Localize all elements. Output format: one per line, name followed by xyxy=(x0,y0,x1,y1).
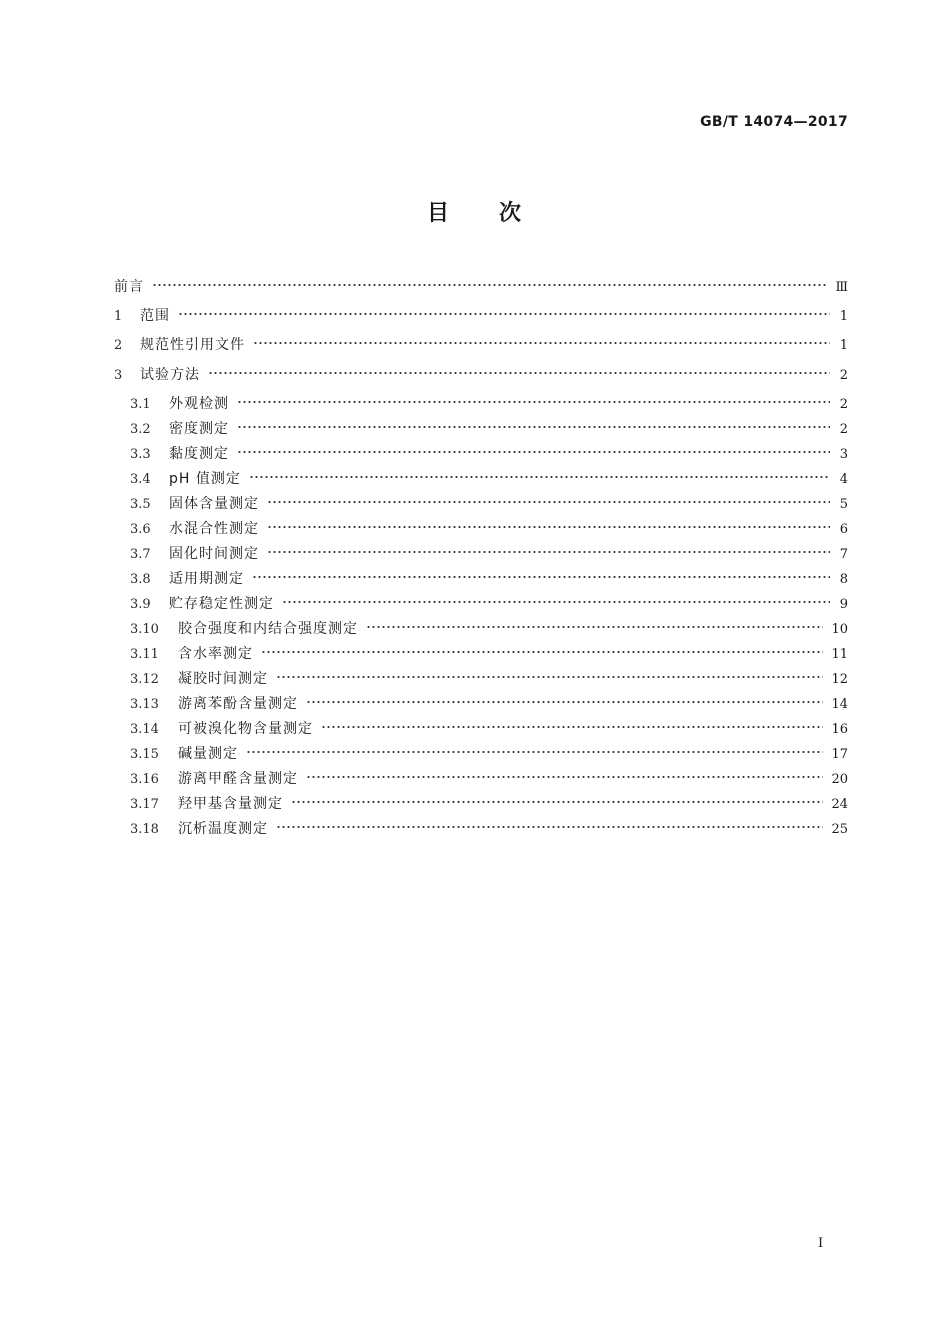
toc-leader-dots xyxy=(321,719,823,735)
toc-leader-dots xyxy=(291,794,823,810)
toc-entry-label: 固体含量测定 xyxy=(169,496,259,512)
toc-entry-page: Ⅲ xyxy=(835,280,848,295)
toc-entry-number: 3.17 xyxy=(130,797,159,812)
toc-entry[interactable] xyxy=(130,567,848,587)
toc-entry-page: 2 xyxy=(839,368,848,383)
toc-entry[interactable] xyxy=(130,792,848,812)
toc-entry-page: 24 xyxy=(831,797,848,812)
toc-entry-label: pH 值测定 xyxy=(169,471,241,487)
toc-entry-label: 固化时间测定 xyxy=(169,546,259,562)
toc-entry[interactable] xyxy=(130,817,848,837)
toc-entry-page: 9 xyxy=(839,597,848,612)
toc-entry-label: 贮存稳定性测定 xyxy=(169,596,274,612)
toc-entry[interactable] xyxy=(130,642,848,662)
toc-entry[interactable] xyxy=(130,442,848,462)
toc-entry[interactable] xyxy=(130,742,848,762)
toc-entry-number: 3.18 xyxy=(130,822,159,837)
toc-entry-page: 7 xyxy=(839,547,848,562)
toc-leader-dots xyxy=(276,669,823,685)
toc-entry-number: 3.7 xyxy=(130,547,151,562)
toc-leader-dots xyxy=(276,819,823,835)
toc-entry-number: 3.9 xyxy=(130,597,151,612)
toc-entry-number: 3.14 xyxy=(130,722,159,737)
toc-entry[interactable] xyxy=(130,517,848,537)
toc-entry-page: 1 xyxy=(839,309,848,324)
footer-page-number: I xyxy=(818,1236,824,1251)
toc-entry-number: 1 xyxy=(114,309,123,324)
toc-entry[interactable] xyxy=(114,275,848,295)
toc-entry-page: 2 xyxy=(839,397,848,412)
toc-entry[interactable] xyxy=(130,542,848,562)
toc-entry[interactable] xyxy=(130,617,848,637)
toc-entry[interactable] xyxy=(130,492,848,512)
toc-entry-number: 3.16 xyxy=(130,772,159,787)
toc-leader-dots xyxy=(366,619,823,635)
toc-entry-label: 规范性引用文件 xyxy=(140,337,245,353)
toc-entry-label: 碱量测定 xyxy=(178,746,238,762)
toc-entry-page: 3 xyxy=(839,447,848,462)
toc-entry-number: 3.4 xyxy=(130,472,151,487)
toc-entry-label: 沉析温度测定 xyxy=(178,821,268,837)
toc-entry[interactable] xyxy=(130,467,848,487)
toc-entry-page: 12 xyxy=(831,672,848,687)
toc-entry-number: 3.6 xyxy=(130,522,151,537)
toc-entry-page: 25 xyxy=(831,822,848,837)
toc-entry-label: 试验方法 xyxy=(140,367,200,383)
toc-entry-label: 密度测定 xyxy=(169,421,229,437)
toc-leader-dots xyxy=(252,569,830,585)
toc-entry-label: 前言 xyxy=(114,279,144,295)
toc-entry-page: 11 xyxy=(831,647,848,662)
toc-entry-page: 14 xyxy=(831,697,848,712)
toc-entry-label: 外观检测 xyxy=(169,396,229,412)
toc-entry-page: 6 xyxy=(839,522,848,537)
toc-entry-page: 4 xyxy=(839,472,848,487)
toc-entry-number: 3.3 xyxy=(130,447,151,462)
toc-entry-number: 3.13 xyxy=(130,697,159,712)
toc-entry[interactable] xyxy=(114,333,848,353)
standard-number: GB/T 14074—2017 xyxy=(700,114,848,130)
toc-entry-label: 可被溴化物含量测定 xyxy=(178,721,313,737)
toc-entry-label: 水混合性测定 xyxy=(169,521,259,537)
toc-leader-dots xyxy=(249,469,830,485)
toc-entry[interactable] xyxy=(130,392,848,412)
toc-entry-page: 8 xyxy=(839,572,848,587)
toc-entry[interactable] xyxy=(130,667,848,687)
toc-entry-number: 3.5 xyxy=(130,497,151,512)
toc-entry-label: 范围 xyxy=(140,308,170,324)
toc-leader-dots xyxy=(246,744,823,760)
toc-entry-number: 3.12 xyxy=(130,672,159,687)
toc-entry-page: 20 xyxy=(831,772,848,787)
toc-entry-number: 3 xyxy=(114,368,123,383)
toc-entry-page: 1 xyxy=(839,338,848,353)
toc-entry-number: 2 xyxy=(114,338,123,353)
toc-entry-label: 凝胶时间测定 xyxy=(178,671,268,687)
toc-entry[interactable] xyxy=(130,717,848,737)
toc-leader-dots xyxy=(237,419,830,435)
toc-leader-dots xyxy=(253,335,830,351)
toc-leader-dots xyxy=(267,519,830,535)
toc-entry-number: 3.1 xyxy=(130,397,151,412)
toc-entry-label: 游离苯酚含量测定 xyxy=(178,696,298,712)
toc-entry-label: 胶合强度和内结合强度测定 xyxy=(178,621,358,637)
toc-leader-dots xyxy=(152,277,827,293)
toc-entry-page: 2 xyxy=(839,422,848,437)
toc-entry-label: 游离甲醛含量测定 xyxy=(178,771,298,787)
toc-leader-dots xyxy=(178,306,830,322)
toc-entry-number: 3.10 xyxy=(130,622,159,637)
toc-entry-page: 16 xyxy=(831,722,848,737)
toc-leader-dots xyxy=(306,694,823,710)
toc-leader-dots xyxy=(261,644,823,660)
toc-leader-dots xyxy=(208,365,830,381)
toc-entry-label: 适用期测定 xyxy=(169,571,244,587)
toc-entry-page: 5 xyxy=(839,497,848,512)
toc-leader-dots xyxy=(267,544,830,560)
toc-leader-dots xyxy=(306,769,823,785)
toc-leader-dots xyxy=(282,594,830,610)
toc-entry-label: 羟甲基含量测定 xyxy=(178,796,283,812)
toc-entry-number: 3.11 xyxy=(130,647,159,662)
toc-entry-number: 3.2 xyxy=(130,422,151,437)
toc-leader-dots xyxy=(267,494,830,510)
toc-entry[interactable] xyxy=(130,417,848,437)
toc-leader-dots xyxy=(237,394,830,410)
title-char-right: 次 xyxy=(499,201,524,226)
toc-entry[interactable] xyxy=(130,592,848,612)
toc-leader-dots xyxy=(237,444,830,460)
toc-entry-number: 3.8 xyxy=(130,572,151,587)
toc-entry[interactable] xyxy=(130,692,848,712)
toc-entry-page: 17 xyxy=(831,747,848,762)
toc-entry-label: 黏度测定 xyxy=(169,446,229,462)
toc-entry[interactable] xyxy=(130,767,848,787)
toc-entry-page: 10 xyxy=(831,622,848,637)
toc-entry-number: 3.15 xyxy=(130,747,159,762)
toc-entry[interactable] xyxy=(114,363,848,383)
toc-entry-label: 含水率测定 xyxy=(178,646,253,662)
toc-entry[interactable] xyxy=(114,304,848,324)
title-char-left: 目 xyxy=(426,201,451,226)
